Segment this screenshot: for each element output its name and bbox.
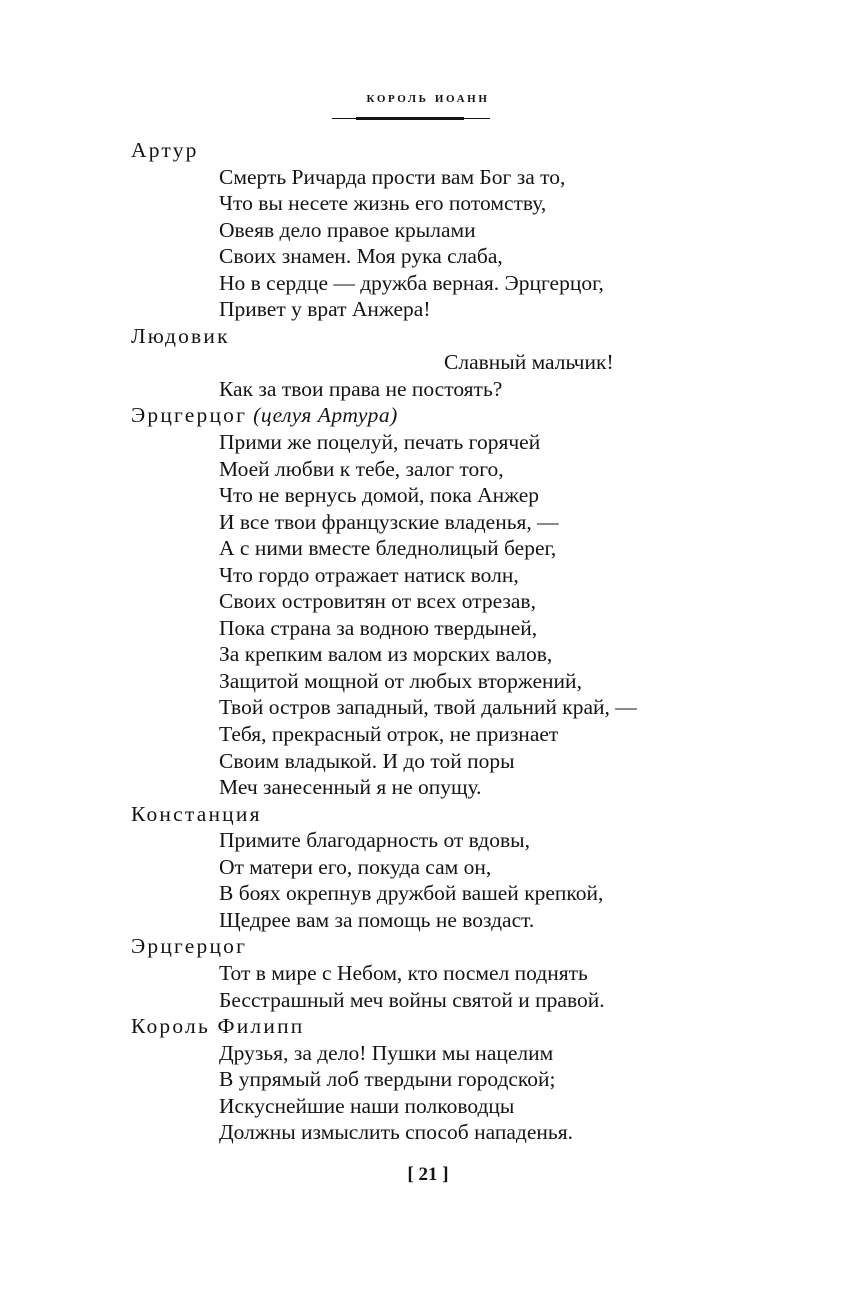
- speaker-name: [0, 402, 856, 429]
- verse-line: [0, 854, 856, 881]
- verse-line-text: Бесстрашный меч войны святой и правой.: [219, 987, 605, 1012]
- speaker-name-text: Эрцгерцог: [131, 403, 248, 428]
- speaker-name-text: Эрцгерцог: [131, 934, 248, 959]
- verse-line: [0, 880, 856, 907]
- verse-line: [0, 827, 856, 854]
- verse-line-text: Своим владыкой. И до той поры: [219, 748, 515, 773]
- verse-line: [0, 721, 856, 748]
- verse-line-text: Искуснейшие наши полководцы: [219, 1093, 515, 1118]
- verse-line-text: Что гордо отражает натиск волн,: [219, 562, 519, 587]
- verse-line-text: Щедрее вам за помощь не воздаст.: [219, 907, 535, 932]
- verse-line: [0, 296, 856, 323]
- verse-line-text: Пока страна за водною твердыней,: [219, 615, 538, 640]
- speaker-name: [0, 801, 856, 828]
- verse-line-text: Друзья, за дело! Пушки мы нацелим: [219, 1040, 554, 1065]
- verse-line: [0, 668, 856, 695]
- verse-line: [0, 1066, 856, 1093]
- verse-line-text: В боях окрепнув дружбой вашей крепкой,: [219, 881, 604, 906]
- speaker-name-text: Людовик: [131, 323, 230, 348]
- verse-line: [0, 270, 856, 297]
- verse-line: [0, 641, 856, 668]
- verse-line: [0, 509, 856, 536]
- verse-line: [0, 588, 856, 615]
- verse-line-text: Овеяв дело правое крылами: [219, 217, 476, 242]
- verse-line-text: Моей любви к тебе, залог того,: [219, 456, 504, 481]
- verse-line: [0, 1119, 856, 1146]
- verse-line-text: Как за твои права не постоять?: [219, 376, 503, 401]
- play-text: [0, 137, 856, 1146]
- running-header: [0, 89, 856, 107]
- verse-line-text: И все твои французские владенья, —: [219, 509, 559, 534]
- verse-line: [0, 429, 856, 456]
- verse-line: [0, 694, 856, 721]
- verse-line: [0, 1040, 856, 1067]
- verse-line: [0, 615, 856, 642]
- speaker-name-text: Артур: [131, 138, 199, 162]
- verse-line: [0, 987, 856, 1014]
- verse-line: [0, 190, 856, 217]
- stage-direction: (целуя Артура): [253, 403, 398, 428]
- verse-line: [0, 482, 856, 509]
- verse-line-text: А с ними вместе бледнолицый берег,: [219, 536, 557, 561]
- verse-line-text: В упрямый лоб твердыни городской;: [219, 1067, 556, 1092]
- verse-line-text: Своих островитян от всех отрезав,: [219, 589, 536, 614]
- verse-line-text: Тебя, прекрасный отрок, не признает: [219, 722, 559, 747]
- verse-line: [0, 535, 856, 562]
- verse-line-text: Смерть Ричарда прости вам Бог за то,: [219, 164, 566, 189]
- verse-line: [0, 243, 856, 270]
- verse-line-text: За крепким валом из морских валов,: [219, 642, 553, 667]
- verse-line-text: Что не вернусь домой, пока Анжер: [219, 483, 540, 508]
- verse-line: [0, 960, 856, 987]
- verse-line: [0, 349, 856, 376]
- speaker-name: [0, 1013, 856, 1040]
- verse-line: [0, 907, 856, 934]
- verse-line: [0, 1093, 856, 1120]
- verse-line-text: Защитой мощной от любых вторжений,: [219, 668, 582, 693]
- verse-line-text: Но в сердце — дружба верная. Эрцгерцог,: [219, 270, 604, 295]
- header-rule-thick: [356, 117, 464, 120]
- verse-line-text: От матери его, покуда сам он,: [219, 854, 492, 879]
- speaker-name-text: Констанция: [131, 801, 262, 826]
- speaker-name: [0, 323, 856, 350]
- verse-line-text: Что вы несете жизнь его потомству,: [219, 191, 547, 216]
- verse-line: [0, 164, 856, 191]
- verse-line-text: Своих знамен. Моя рука слаба,: [219, 244, 503, 269]
- verse-line-text: Привет у врат Анжера!: [219, 297, 431, 322]
- verse-line: [0, 456, 856, 483]
- verse-line-text: Твой остров западный, твой дальний край, —: [219, 695, 637, 720]
- verse-line: [0, 774, 856, 801]
- verse-line: [0, 562, 856, 589]
- verse-line-text: Примите благодарность от вдовы,: [219, 828, 530, 853]
- speaker-name-text: Король Филипп: [131, 1014, 305, 1039]
- verse-line-text: Тот в мире с Небом, кто посмел поднять: [219, 960, 588, 985]
- verse-line-text: Должны измыслить способ нападенья.: [219, 1120, 573, 1145]
- verse-line: [0, 217, 856, 244]
- page-number: [ 21 ]: [407, 1164, 449, 1185]
- verse-line: [0, 748, 856, 775]
- speaker-name: [0, 933, 856, 960]
- verse-line-text: Прими же поцелуй, печать горячей: [219, 430, 541, 455]
- verse-line: [0, 376, 856, 403]
- verse-line-text: Меч занесенный я не опущу.: [219, 775, 482, 800]
- speaker-name: [0, 137, 856, 164]
- verse-line-text: Славный мальчик!: [444, 350, 614, 375]
- running-header-title: король иоанн: [366, 90, 490, 106]
